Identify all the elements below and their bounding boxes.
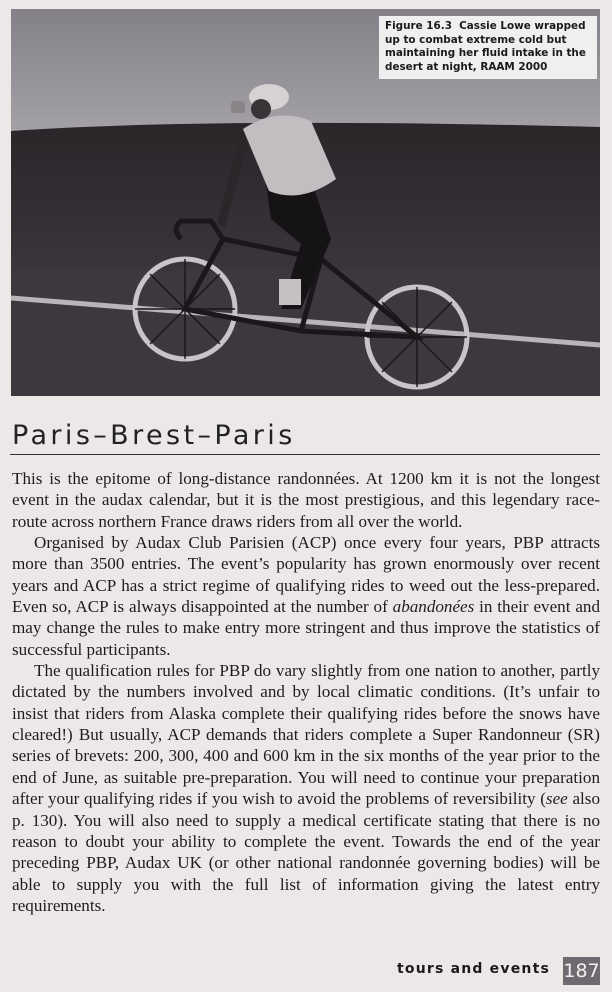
italic-term: see — [545, 789, 568, 809]
paragraph — [12, 660, 600, 916]
paragraph — [12, 532, 600, 660]
paragraph-text: The qualification rules for PBP do vary slightly from one nation to another, partly dictated by the numbers involved and by local climatic conditions. (It’s unfair to insist that riders from Alaska complete their qualifying rides before the snows have cleared!) But usually, ACP demands that riders complete a Super Randonneur (SR) series of brevets: 200, 300, 400 and 600 km in the six months of the year prior to the end of June, as suitable pre-preparation. You will need to continue your preparation after your qualifying rides if you wish to avoid the problems of reversibility ( — [12, 661, 600, 809]
figure-caption-label: Figure 16.3 — [385, 20, 452, 32]
paragraph-text: This is the epitome of long-distance randonnées. At 1200 km it is not the longest event in the audax calendar, but it is the most prestigious, and this legendary race-route across northern France draws riders from all over the world. — [12, 469, 600, 531]
figure-caption — [379, 16, 597, 79]
page-number: 187 — [563, 957, 600, 985]
heading-rule — [10, 454, 600, 455]
paragraph-text: also p. 130). You will also need to supply a medical certificate stating that there is no reason to doubt your ability to complete the event. Towards the end of the year preceding PBP, Audax UK (or other national randonnée governing bodies) will be able to supply you with the full list of information giving the latest entry requirements. — [12, 789, 600, 915]
rear-bag — [279, 279, 301, 305]
paragraph-text: Organised by Audax Club Parisien (ACP) once every four years, PBP attracts more than 3500 entries. The event’s popularity has grown enormously over recent years and ACP has a strict regime of qualifying rides to weed out the less-prepared. Even so, ACP is always disappointed at the number of — [12, 533, 600, 617]
water-bottle — [231, 101, 245, 113]
figure-caption-text: Cassie Lowe wrapped up to combat extreme cold but maintaining her fluid intake in the desert at night, RAAM 2000 — [385, 20, 586, 73]
running-footer-section: tours and events — [396, 961, 550, 977]
body-text — [12, 468, 600, 916]
italic-term: abandonées — [392, 597, 475, 617]
paragraph-text: in their event and may change the rules to make entry more stringent and thus improve the statistics of successful participants. — [12, 597, 600, 659]
paragraph — [12, 468, 600, 532]
section-heading: Paris–Brest–Paris — [12, 420, 296, 451]
rider-head — [251, 99, 271, 119]
